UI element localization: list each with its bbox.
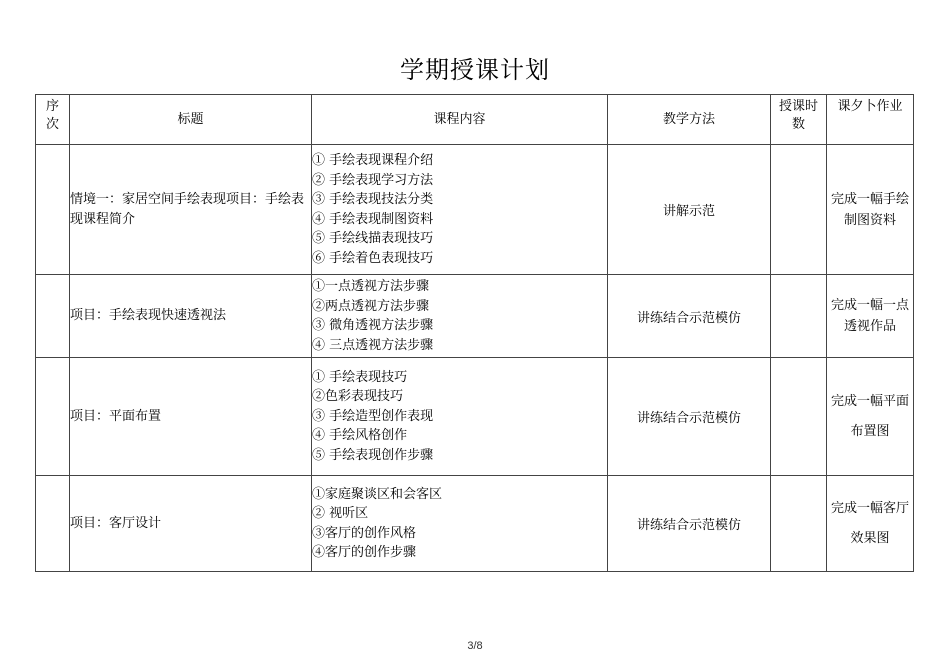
table-row: [36, 358, 914, 476]
row-hours-cell: [771, 358, 827, 476]
row-content: [312, 476, 608, 572]
row-subject: 情境一：家居空间手绘表现项目：手绘表现课程简介: [70, 145, 312, 275]
document-title: 学期授课计划: [400, 56, 550, 84]
content-item: ③客厅的创作风格: [312, 525, 417, 541]
content-item: ①家庭聚谈区和会客区: [312, 486, 443, 502]
row-method: 讲练结合示范模仿: [608, 476, 771, 572]
row-homework: 完成一幅客厅效果图: [827, 476, 914, 572]
header-method: 教学方法: [608, 95, 771, 145]
content-item: ① 手绘表现技巧: [312, 369, 408, 385]
row-method: 讲练结合示范模仿: [608, 358, 771, 476]
header-hours: [771, 95, 827, 145]
row-subject: 项目：客厅设计: [70, 476, 312, 572]
header-seq: [36, 95, 70, 145]
table-row: [36, 476, 914, 572]
row-homework: 完成一幅平面布置图: [827, 358, 914, 476]
row-subject: 项目：手绘表现快速透视法: [70, 275, 312, 358]
content-item: ④ 三点透视方法步骤: [312, 337, 434, 353]
content-item: ⑥ 手绘着色表现技巧: [312, 250, 434, 266]
row-hours-cell: [771, 275, 827, 358]
header-seq-label: 序次: [45, 99, 59, 132]
table-row: [36, 145, 914, 275]
row-seq-cell: [36, 275, 70, 358]
header-content: 课程内容: [312, 95, 608, 145]
content-item: ①一点透视方法步骤: [312, 279, 430, 294]
row-homework: 完成一幅一点透视作品: [827, 275, 914, 358]
table-row: [36, 275, 914, 358]
row-homework: 完成一幅手绘制图资料: [827, 145, 914, 275]
content-item: ② 手绘表现学习方法: [312, 172, 434, 188]
content-item: ④ 手绘风格创作: [312, 428, 408, 444]
row-hours-cell: [771, 476, 827, 572]
row-content: [312, 275, 608, 358]
content-item: ⑤ 手绘表现创作步骤: [312, 447, 434, 463]
header-subject: 标题: [70, 95, 312, 145]
page-number: 3/8: [467, 640, 483, 652]
content-item: ⑤ 手绘线描表现技巧: [312, 231, 434, 246]
row-subject: 项目：平面布置: [70, 358, 312, 476]
row-seq-cell: [36, 476, 70, 572]
row-method: 讲练结合示范模仿: [608, 275, 771, 358]
row-seq-cell: [36, 358, 70, 476]
row-content: [312, 358, 608, 476]
content-item: ① 手绘表现课程介绍: [312, 153, 434, 168]
content-item: ③ 手绘造型创作表现: [312, 408, 434, 424]
teaching-plan-table: [35, 94, 914, 572]
row-seq-cell: [36, 145, 70, 275]
content-item: ②两点透视方法步骤: [312, 298, 430, 314]
content-item: ④ 手绘表现制图资料: [312, 211, 434, 227]
row-content: [312, 145, 608, 275]
content-item: ②色彩表现技巧: [312, 389, 404, 405]
content-item: ② 视听区: [312, 506, 369, 521]
content-item: ④客厅的创作步骤: [312, 545, 417, 560]
header-hours-label: 授课时数: [778, 99, 818, 132]
row-hours-cell: [771, 145, 827, 275]
content-item: ③ 微角透视方法步骤: [312, 318, 434, 333]
row-method: 讲解示范: [608, 145, 771, 275]
table-header-row: [36, 95, 914, 145]
content-item: ③ 手绘表现技法分类: [312, 192, 434, 207]
header-homework: 课夕卜作业: [827, 95, 914, 145]
